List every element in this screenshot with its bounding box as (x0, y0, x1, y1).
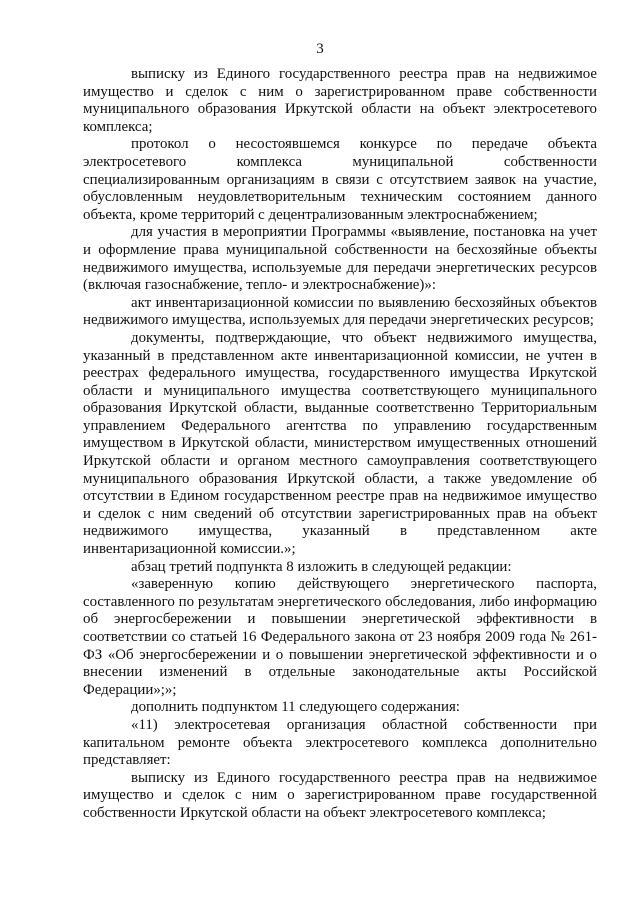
page-number: 3 (316, 41, 324, 57)
document-body (83, 66, 597, 823)
paragraph-8: дополнить подпунктом 11 следующего содержания: (131, 699, 460, 716)
paragraph-10: выписку из Единого государственного реестра прав на недвижимое имущество и сделок с ним о зарегистрированном праве государственной собственности Иркутской области на объект электросетевого комплекса; (83, 769, 597, 821)
paragraph-1: выписку из Единого государственного реестра прав на недвижимое имущество и сделок с ним о зарегистрированном праве собственности муниципального образования Иркутской области на объект электросетевого комплекса; (83, 66, 597, 135)
paragraph-3: для участия в мероприятии Программы «выявление, постановка на учет и оформление права муниципальной собственности на бесхозяйные объекты недвижимого имущества, используемые для передачи энергетических ресурсов (включая газоснабжение, тепло- и электроснабжение)»: (83, 224, 597, 294)
paragraph-4: акт инвентаризационной комиссии по выявлению бесхозяйных объектов недвижимого имущества, используемых для передачи энергетических ресурсов; (83, 294, 597, 329)
paragraph-6: абзац третий подпункта 8 изложить в следующей редакции: (131, 558, 512, 575)
paragraph-5: документы, подтверждающие, что объект недвижимого имущества, указанный в представленном акте инвентаризационной комиссии, не учтен в реестрах федерального имущества, государственного имущества Иркутской области и муниципального имущества соответствующего муниципального образования Иркутской области, выданные соответственно Территориальным управлением Федерального агентства по управлению государственным имуществом в Иркутской области, министерством имущественных отношений Иркутской области и органом местного самоуправления соответствующего муниципального образования Иркутской области, а также уведомление об отсутствии в Едином государственном реестре прав на недвижимое имущество и сделок с ним сведений об отсутствии зарегистрированных прав на объект недвижимого имущества, указанный в представленном акте инвентаризационной комиссии.»; (83, 329, 597, 558)
paragraph-9: «11) электросетевая организация областной собственности при капитальном ремонте объекта электросетевого комплекса дополнительно представляет: (83, 716, 597, 769)
paragraph-2: протокол о несостоявшемся конкурсе по передаче объекта электросетевого комплекса муниципальной собственности специализированным организациям в связи с отсутствием заявок на участие, обусловленным неудовлетворительным техническим состоянием данного объекта, кроме территорий с децентрализованным электроснабжением; (83, 136, 597, 223)
paragraph-7: «заверенную копию действующего энергетического паспорта, составленного по результатам энергетического обследования, либо информацию об энергосбережении и повышении энергетической эффективности в соответствии со статьей 16 Федерального закона от 23 ноября 2009 года № 261-ФЗ «Об энергосбережении и о повышении энергетической эффективности и о внесении изменений в отдельные законодательные акты Российской Федерации»;»; (83, 576, 597, 698)
